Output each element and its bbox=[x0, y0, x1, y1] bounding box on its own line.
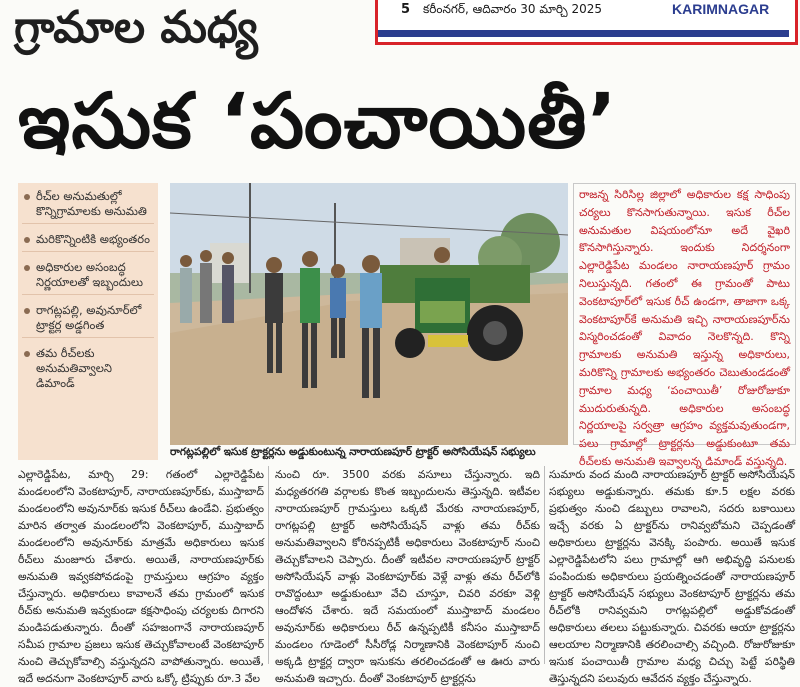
bullet-icon bbox=[24, 237, 30, 243]
body-column-3 bbox=[549, 466, 795, 685]
highlight-text: తమ రీచ్‌లకు అనుమతివ్వాలని డిమాండ్ bbox=[36, 346, 112, 390]
highlight-text: మరికొన్నింటికి అభ్యంతరం bbox=[36, 232, 150, 246]
highlight-item bbox=[22, 189, 154, 224]
body-column-2 bbox=[275, 466, 540, 685]
highlights-box bbox=[18, 183, 158, 460]
column-divider bbox=[268, 466, 269, 664]
bullet-icon bbox=[24, 265, 30, 271]
body-text: నుంచి రూ. 3500 వరకు వసూలు చేస్తున్నారు. ఇది మధ్యతరగతి వర్గాలకు కొంత ఇబ్బందులను తెస్తున్నది. ఇటీవల నారాయణపూర్ గ్రామస్తులు ఒక్కటి మేరకు నారాయణపూర్, రాగట్లపల్లి ట్రాక్టర్ అసోసియేషన్ వాళ్లు తమ రీచ్‌కు అనుమతివ్వాలని కోరినప్పటికీ అధికారులు వెంకటాపూర్ నుంచి తెచ్చుకోవాలని చెప్పారు. దీంతో ఇటీవల నారాయణపూర్ ట్రాక్టర్ అసోసియేషన్ వాళ్లు వెంకటాపూర్‌కు వెళ్లే వాళ్లు తమ రీచ్‌లోకి రావొద్దంటూ అడ్డుకుంటూ వేచి చూస్తూ, చివరి వరకూ వెళ్లి ఆందోళన చేశారు. ఇదే సమయంలో ముస్తాబాద్ మండలం అవునూర్‌కు అధికారులు రీచ్ ఉన్నప్పటికీ కనీసం ముస్తాబాద్ మండలం గూడెంలో సీసీరోడ్ల నిర్మాణానికి వెంకటాపూర్ నుంచి అక్కడి ట్రాక్టర్ల ద్వారా ఇసుకను తరలించడంతో ఆ ఊరు వారు అనుమతి ఇచ్చారు. దీంతో వెంకటాపూర్ ట్రాక్టర్లను bbox=[275, 468, 540, 685]
bullet-icon bbox=[24, 351, 30, 357]
intro-paragraph: రాజన్న సిరిసిల్ల జిల్లాలో అధికారుల కక్ష సాధింపు చర్యలు కొనసాగుతున్నాయి. ఇసుక రీచ్‌ల అనుమతుల విషయంలోనూ అదే వైఖరి కొనసాగిస్తున్నారు. ఇందుకు నిదర్శనంగా ఎల్లారెడ్డిపేట మండలం నారాయణపూర్ గ్రామం నిలుస్తున్నది. గతంలో ఈ గ్రామంతో పాటు వెంకటాపూర్‌లో ఇసుక రీచ్ ఉండగా, తాజాగా ఒక్క వెంకటాపూర్‌కే అనుమతి ఇచ్చి నారాయణపూర్‌ను విస్మరించడంతో వివాదం నెలకొన్నది. కొన్ని గ్రామాలకు అనుమతి ఇస్తున్న అధికారులు, మరికొన్ని గ్రామాలకు అభ్యంతరం చెబుతుండడంతో గ్రామాల మధ్య ‘పంచాయితీ’ రోజురోజుకూ ముదురుతున్నది. అధికారుల అసంబద్ధ నిర్ణయాలపై సర్వత్రా ఆగ్రహం వ్యక్తమవుతుండగా, పలు గ్రామాల్లో ట్రాక్టర్లను అడ్డుకుంటూ తమ రీచ్‌లకు అనుమతి ఇవ్వాలన్న డిమాండ్ వస్తున్నది. bbox=[579, 188, 790, 468]
highlight-item bbox=[22, 260, 154, 295]
column-divider bbox=[544, 466, 545, 664]
highlight-text: రీచ్‌ల అనుమతుల్లో కొన్నిగ్రామాలకు అనుమతి bbox=[36, 189, 147, 218]
tractor-scene-illustration bbox=[170, 183, 568, 445]
dateline: కరీంనగర్, ఆదివారం 30 మార్చి 2025 bbox=[423, 2, 603, 16]
masthead-band bbox=[378, 30, 789, 37]
bullet-icon bbox=[24, 308, 30, 314]
masthead-strip bbox=[375, 0, 800, 48]
body-text: సుమారు వంద మంది నారాయణపూర్ ట్రాక్టర్ అసోసియేషన్ సభ్యులు అడ్డుకున్నారు. తమకు కూ.5 లక్షల వరకు ప్రభుత్వం నుంచి డబ్బులు రావాలని, సదరు బకాయిలు ఇచ్చే వరకు ఏ ట్రాక్టర్‌ను రానివ్వబోమని చెప్పడంతో అధికారులు ట్రాక్టర్లను వెనక్కి పంపారు. అయితే ఇసుక ఎల్లారెడ్డిపేటలోని పలు గ్రామాల్లో ఆగి అభివృద్ధి పనులకు పంపిందుకు అధికారులు ప్రయత్నించడంతో నారాయణపూర్ ట్రాక్టర్ అసోసియేషన్ సభ్యులు వెంకటాపూర్ ట్రాక్టర్లను తమ రీచ్‌లోకి రానివ్వమని రాగట్లపల్లిలో అడ్డుకోవడంతో అధికారులు తలలు పట్టుకున్నారు. చివరకు ఆయా ట్రాక్టర్లను ఆలయాల నిర్మాణానికి తరలించాల్సి వచ్చింది. రోజురోజుకూ ఇసుక పంచాయితీ గ్రామాల మధ్య చిచ్చు పెట్టే పరిస్థితి తెస్తున్నదని పలువురు ఆవేదన వ్యక్తం చేస్తున్నారు. bbox=[549, 468, 795, 685]
photo-caption: రాగట్లపల్లిలో ఇసుక ట్రాక్టర్లను అడ్డుకుంటున్న నారాయణపూర్ ట్రాక్టర్ అసోసియేషన్ సభ్యులు bbox=[170, 446, 536, 458]
intro-box bbox=[573, 183, 796, 468]
highlight-item bbox=[22, 232, 154, 252]
bullet-icon bbox=[24, 194, 30, 200]
edition-name: KARIMNAGAR bbox=[672, 1, 770, 17]
page-number: 5 bbox=[401, 2, 411, 17]
highlight-item bbox=[22, 303, 154, 338]
news-photo bbox=[170, 183, 568, 445]
article-kicker: గ్రామాల మధ్య bbox=[14, 2, 258, 53]
highlight-text: అధికారుల అసంబద్ధ నిర్ణయాలతో ఇబ్బందులు bbox=[36, 260, 143, 289]
highlight-item bbox=[22, 346, 154, 395]
article-headline: ఇసుక ‘పంచాయితీ’ bbox=[18, 76, 618, 165]
highlight-text: రాగట్లపల్లి, అవునూర్‌లో ట్రాక్టర్ల అడ్డగింత bbox=[36, 303, 142, 332]
body-column-1 bbox=[18, 466, 264, 685]
body-text: ఎల్లారెడ్డిపేట, మార్చి 29: గతంలో ఎల్లారెడ్డిపేట మండలంలోని వెంకటాపూర్, నారాయణపూర్‌కు, ముస్తాబాద్ మండలంలోని అవునూర్‌కు ఇసుక రీచ్‌లు ఉండేవి. ప్రభుత్వం మారిన తర్వాత మండలంలోని వెంకటాపూర్, ముస్తాబాద్ మండలంలోని అవునూర్‌కు మాత్రమే అధికారులు ఇసుక రీచ్‌లు మంజూరు చేశారు. అయితే, నారాయణపూర్‌కు అనుమతి ఇవ్వకపోవడంపై గ్రామస్తులు ఆగ్రహం వ్యక్తం చేస్తున్నారు. అధికారులు కావాలనే తమ గ్రామంలో ఇసుక రీచ్‌కు అనుమతి ఇవ్వకుండా కక్షసాధింపు చర్యలకు దిగారని మండిపడుతున్నారు. దీంతో సహజంగానే నారాయణపూర్ సమీప గ్రామాల ప్రజలు ఇసుక తెచ్చుకోవాలంటే వెంకటాపూర్ నుంచి తెచ్చుకోవాల్సి వస్తున్నదని వాపోతున్నారు. అయితే, ఇదే అదనుగా వెంకటాపూర్ వారు ఒక్కో ట్రిప్పుకు రూ.3 వేల bbox=[18, 468, 264, 685]
